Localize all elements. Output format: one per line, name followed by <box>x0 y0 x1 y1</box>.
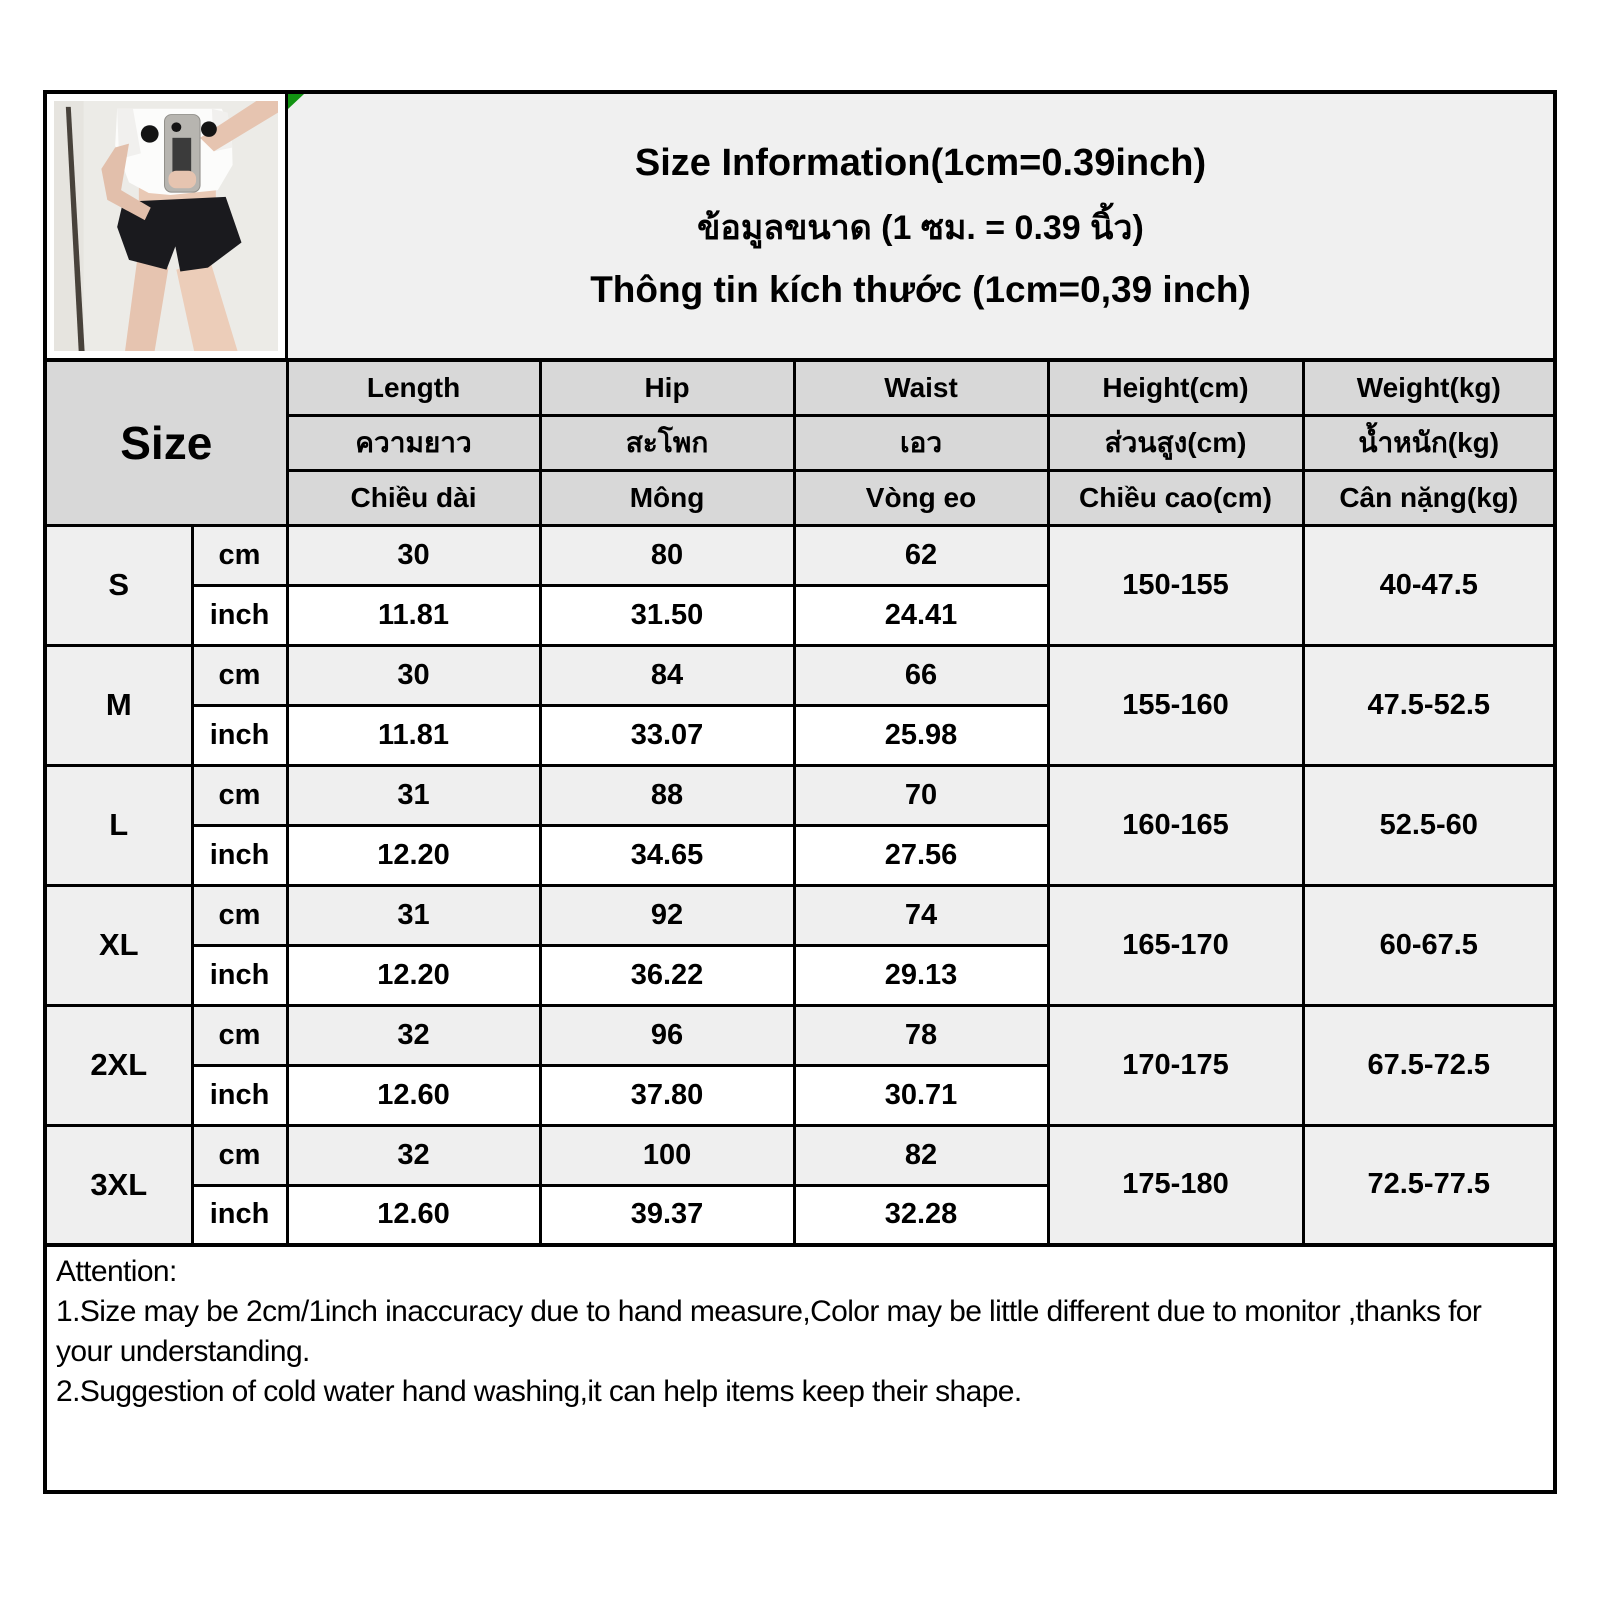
size-cell: 3XL <box>45 1125 192 1245</box>
weight-range: 60-67.5 <box>1303 885 1555 1005</box>
title-panel <box>288 94 1553 358</box>
weight-range: 47.5-52.5 <box>1303 645 1555 765</box>
measurement-value-cm: 31 <box>287 885 540 945</box>
measurement-value-cm: 74 <box>794 885 1048 945</box>
unit-cell-inch: inch <box>192 1185 287 1245</box>
measurement-value-cm: 62 <box>794 525 1048 585</box>
header-band <box>43 90 1557 362</box>
column-header-length-en: Length <box>287 360 540 415</box>
measurement-value-inch: 33.07 <box>540 705 794 765</box>
attention-line-1: 1.Size may be 2cm/1inch inaccuracy due to hand measure,Color may be little different due to monitor ,thanks for your understanding. <box>56 1295 1482 1368</box>
measurement-value-cm: 80 <box>540 525 794 585</box>
size-table-body <box>45 525 1555 1245</box>
size-cell: S <box>45 525 192 645</box>
unit-cell-cm: cm <box>192 1005 287 1065</box>
size-row-3xl-cm <box>45 1125 1555 1185</box>
unit-cell-inch: inch <box>192 585 287 645</box>
attention-title: Attention: <box>56 1255 177 1288</box>
column-header-length-th: ความยาว <box>287 415 540 470</box>
title-english: Size Information(1cm=0.39inch) <box>634 141 1207 184</box>
model-photo-illustration <box>54 101 278 351</box>
weight-range: 52.5-60 <box>1303 765 1555 885</box>
measurement-value-cm: 84 <box>540 645 794 705</box>
column-header-height-th: ส่วนสูง(cm) <box>1048 415 1303 470</box>
measurement-value-inch: 37.80 <box>540 1065 794 1125</box>
column-header-hip-en: Hip <box>540 360 794 415</box>
unit-cell-inch: inch <box>192 945 287 1005</box>
unit-cell-cm: cm <box>192 525 287 585</box>
size-row-m-cm <box>45 645 1555 705</box>
unit-cell-cm: cm <box>192 645 287 705</box>
measurement-value-cm: 92 <box>540 885 794 945</box>
size-cell: 2XL <box>45 1005 192 1125</box>
unit-cell-cm: cm <box>192 885 287 945</box>
unit-cell-cm: cm <box>192 765 287 825</box>
measurement-value-cm: 70 <box>794 765 1048 825</box>
measurement-value-cm: 66 <box>794 645 1048 705</box>
measurement-value-cm: 78 <box>794 1005 1048 1065</box>
measurement-value-cm: 32 <box>287 1005 540 1065</box>
measurement-value-inch: 12.20 <box>287 945 540 1005</box>
measurement-value-inch: 24.41 <box>794 585 1048 645</box>
measurement-value-inch: 31.50 <box>540 585 794 645</box>
attention-line-2: 2.Suggestion of cold water hand washing,it can help items keep their shape. <box>56 1375 1022 1408</box>
product-photo <box>47 94 288 358</box>
column-header-waist-vi: Vòng eo <box>794 470 1048 525</box>
height-range: 160-165 <box>1048 765 1303 885</box>
size-row-2xl-cm <box>45 1005 1555 1065</box>
height-range: 170-175 <box>1048 1005 1303 1125</box>
title-thai: ข้อมูลขนาด (1 ซม. = 0.39 นิ้ว) <box>697 208 1144 247</box>
attention-note <box>43 1247 1557 1494</box>
measurement-value-inch: 30.71 <box>794 1065 1048 1125</box>
measurement-value-inch: 36.22 <box>540 945 794 1005</box>
measurement-value-cm: 31 <box>287 765 540 825</box>
measurement-value-cm: 96 <box>540 1005 794 1065</box>
measurement-value-cm: 88 <box>540 765 794 825</box>
column-header-hip-vi: Mông <box>540 470 794 525</box>
size-table <box>43 358 1557 1247</box>
size-row-xl-cm <box>45 885 1555 945</box>
unit-cell-inch: inch <box>192 705 287 765</box>
measurement-value-inch: 12.20 <box>287 825 540 885</box>
weight-range: 40-47.5 <box>1303 525 1555 645</box>
weight-range: 72.5-77.5 <box>1303 1125 1555 1245</box>
unit-cell-cm: cm <box>192 1125 287 1185</box>
green-corner-marker <box>288 94 304 109</box>
column-header-waist-th: เอว <box>794 415 1048 470</box>
measurement-value-inch: 32.28 <box>794 1185 1048 1245</box>
unit-cell-inch: inch <box>192 1065 287 1125</box>
column-header-length-vi: Chiều dài <box>287 470 540 525</box>
measurement-value-inch: 34.65 <box>540 825 794 885</box>
size-table-header <box>45 360 1555 525</box>
size-chart-sheet <box>43 90 1557 1494</box>
measurement-value-inch: 27.56 <box>794 825 1048 885</box>
column-header-weight-en: Weight(kg) <box>1303 360 1555 415</box>
column-header-weight-vi: Cân nặng(kg) <box>1303 470 1555 525</box>
weight-range: 67.5-72.5 <box>1303 1005 1555 1125</box>
title-vietnamese: Thông tin kích thước (1cm=0,39 inch) <box>590 268 1251 310</box>
column-header-height-en: Height(cm) <box>1048 360 1303 415</box>
measurement-value-inch: 39.37 <box>540 1185 794 1245</box>
size-cell: XL <box>45 885 192 1005</box>
measurement-value-inch: 25.98 <box>794 705 1048 765</box>
size-row-s-cm <box>45 525 1555 585</box>
height-range: 165-170 <box>1048 885 1303 1005</box>
measurement-value-inch: 11.81 <box>287 585 540 645</box>
column-header-waist-en: Waist <box>794 360 1048 415</box>
column-header-hip-th: สะโพก <box>540 415 794 470</box>
size-cell: M <box>45 645 192 765</box>
measurement-value-cm: 30 <box>287 525 540 585</box>
size-header-cell: Size <box>45 360 287 525</box>
measurement-value-inch: 29.13 <box>794 945 1048 1005</box>
measurement-value-inch: 12.60 <box>287 1065 540 1125</box>
height-range: 155-160 <box>1048 645 1303 765</box>
measurement-value-inch: 12.60 <box>287 1185 540 1245</box>
height-range: 150-155 <box>1048 525 1303 645</box>
height-range: 175-180 <box>1048 1125 1303 1245</box>
measurement-value-cm: 32 <box>287 1125 540 1185</box>
size-cell: L <box>45 765 192 885</box>
column-header-height-vi: Chiều cao(cm) <box>1048 470 1303 525</box>
measurement-value-cm: 100 <box>540 1125 794 1185</box>
measurement-value-cm: 30 <box>287 645 540 705</box>
column-header-weight-th: น้ำหนัก(kg) <box>1303 415 1555 470</box>
measurement-value-inch: 11.81 <box>287 705 540 765</box>
measurement-value-cm: 82 <box>794 1125 1048 1185</box>
unit-cell-inch: inch <box>192 825 287 885</box>
size-row-l-cm <box>45 765 1555 825</box>
